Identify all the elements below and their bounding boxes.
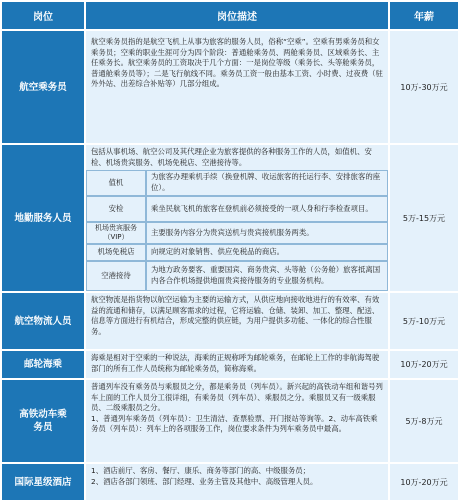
row-salary-star-hotel: 10万-20万元 — [390, 464, 458, 500]
sub-text-checkin: 为旅客办理乘机手续（换登机牌、收运旅客的托运行李、安排旅客的座位）。 — [146, 170, 388, 196]
sub-row-checkin — [86, 170, 388, 196]
row-desc-flight-attendant: 航空乘务员指的是航空飞机上从事为旅客的服务人员，俗称“空乘”。空乘有男乘务员和女乘务员；空乘的职业生涯可分为四个阶段：普通舱乘务员、两舱乘务员、区域乘务长、主任乘务长。航空乘务员的工资取决于几个方面：一是岗位等级（乘务长、头等舱乘务员，普通舱乘务员等）；二是飞行航线不同。乘务员工资一般由基本工资、小时费、过夜费（驻外外站、出差综合补贴等）几部分组成。 — [86, 31, 388, 143]
row-salary-ground-service: 5万-15万元 — [390, 145, 458, 291]
header-salary: 年薪 — [390, 2, 458, 29]
row-desc-rail-attendant: 普通列车没有乘务员与乘服员之分，都是乘务员（列车员）。新兴起的高铁动车组和谐号列车上面的工作人员分工很详细，有乘务员（列车员）、乘服员之分。乘服员又有一级乘服员、二级乘服员之分。 1、普通列车乘务员（列车员）：卫生清洁、查票验票、开门报站等询等。2、动车高铁乘务员（列车员）：列车上的各项服务工作，岗位要求条件为列车乘务员中最高。 — [86, 380, 388, 462]
sub-label-checkin: 值机 — [86, 170, 146, 196]
row-title-rail-attendant — [2, 380, 84, 462]
row-desc-star-hotel: 1、酒店前厅、客房、餐厅、康乐、商务等部门的高、中级服务员； 2、酒店各部门领班、部门经理、业务主管及其他中、高级管理人员。 — [86, 464, 388, 500]
row-title-ground-service: 地勤服务人员 — [2, 145, 84, 291]
sub-text-dutyfree: 向规定的对象销售、供应免税品的商店。 — [146, 244, 388, 261]
row-title-star-hotel: 国际星级酒店 — [2, 464, 84, 500]
row-salary-flight-attendant: 10万-30万元 — [390, 31, 458, 143]
sub-row-airport-reception — [86, 261, 388, 291]
row-title-cruise-crew: 邮轮海乘 — [2, 351, 84, 378]
sub-row-dutyfree — [86, 244, 388, 261]
row-desc-cruise-crew: 海乘是相对于空乘的一种说法，海乘的正规称呼为邮轮乘务，在邮轮上工作的非航海驾驶部门的所有工作人员统称为邮轮乘务员，简称海乘。 — [86, 351, 388, 378]
sub-label-security: 安检 — [86, 196, 146, 222]
row-salary-air-logistics: 5万-10万元 — [390, 293, 458, 349]
sub-row-security — [86, 196, 388, 222]
sub-text-vip: 主要服务内容分为贵宾送机与贵宾接机服务两类。 — [146, 222, 388, 244]
sub-label-airport-reception: 空港接待 — [86, 261, 146, 291]
sub-text-security-body: 乘坐民航飞机的旅客在登机前必须接受的一项人身和行李检查项目。 — [146, 196, 388, 222]
row-title-flight-attendant: 航空乘务员 — [2, 31, 84, 143]
row-salary-cruise-crew: 10万-20万元 — [390, 351, 458, 378]
sub-text-airport-reception: 为地方政务要客、重要国宾、商务贵宾、头等舱（公务舱）旅客抵离国内各合作机场提供地面贵宾接待服务的专业服务机构。 — [146, 261, 388, 291]
sub-row-vip — [86, 222, 388, 244]
row-desc-ground-service — [86, 145, 388, 291]
sub-label-vip: 机场贵宾服务（VIP） — [86, 222, 146, 244]
row-title-air-logistics: 航空物流人员 — [2, 293, 84, 349]
header-description: 岗位描述 — [86, 2, 388, 29]
row-salary-rail-attendant: 5万-8万元 — [390, 380, 458, 462]
sub-label-dutyfree: 机场免税店 — [86, 244, 146, 261]
rail-attendant-title-text: 高铁动车乘务员 — [19, 409, 67, 433]
ground-service-intro: 包括从事机场、航空公司及其代理企业为旅客提供的各种服务工作的人员，如值机、安检、机场贵宾服务、机场免税店、空港接待等。 — [91, 147, 372, 167]
row-desc-air-logistics: 航空物流是指货物以航空运输为主要的运输方式，从供应地向接收地进行的有效率、有效益的流通和储存，以满足顾客需求的过程，它将运输、仓储、装卸、加工、整理、配送、信息等方面进行有机结合，形成完整的供应链，为用户提供多功能、一体化的综合性服务。 — [86, 293, 388, 349]
header-position: 岗位 — [2, 2, 84, 29]
